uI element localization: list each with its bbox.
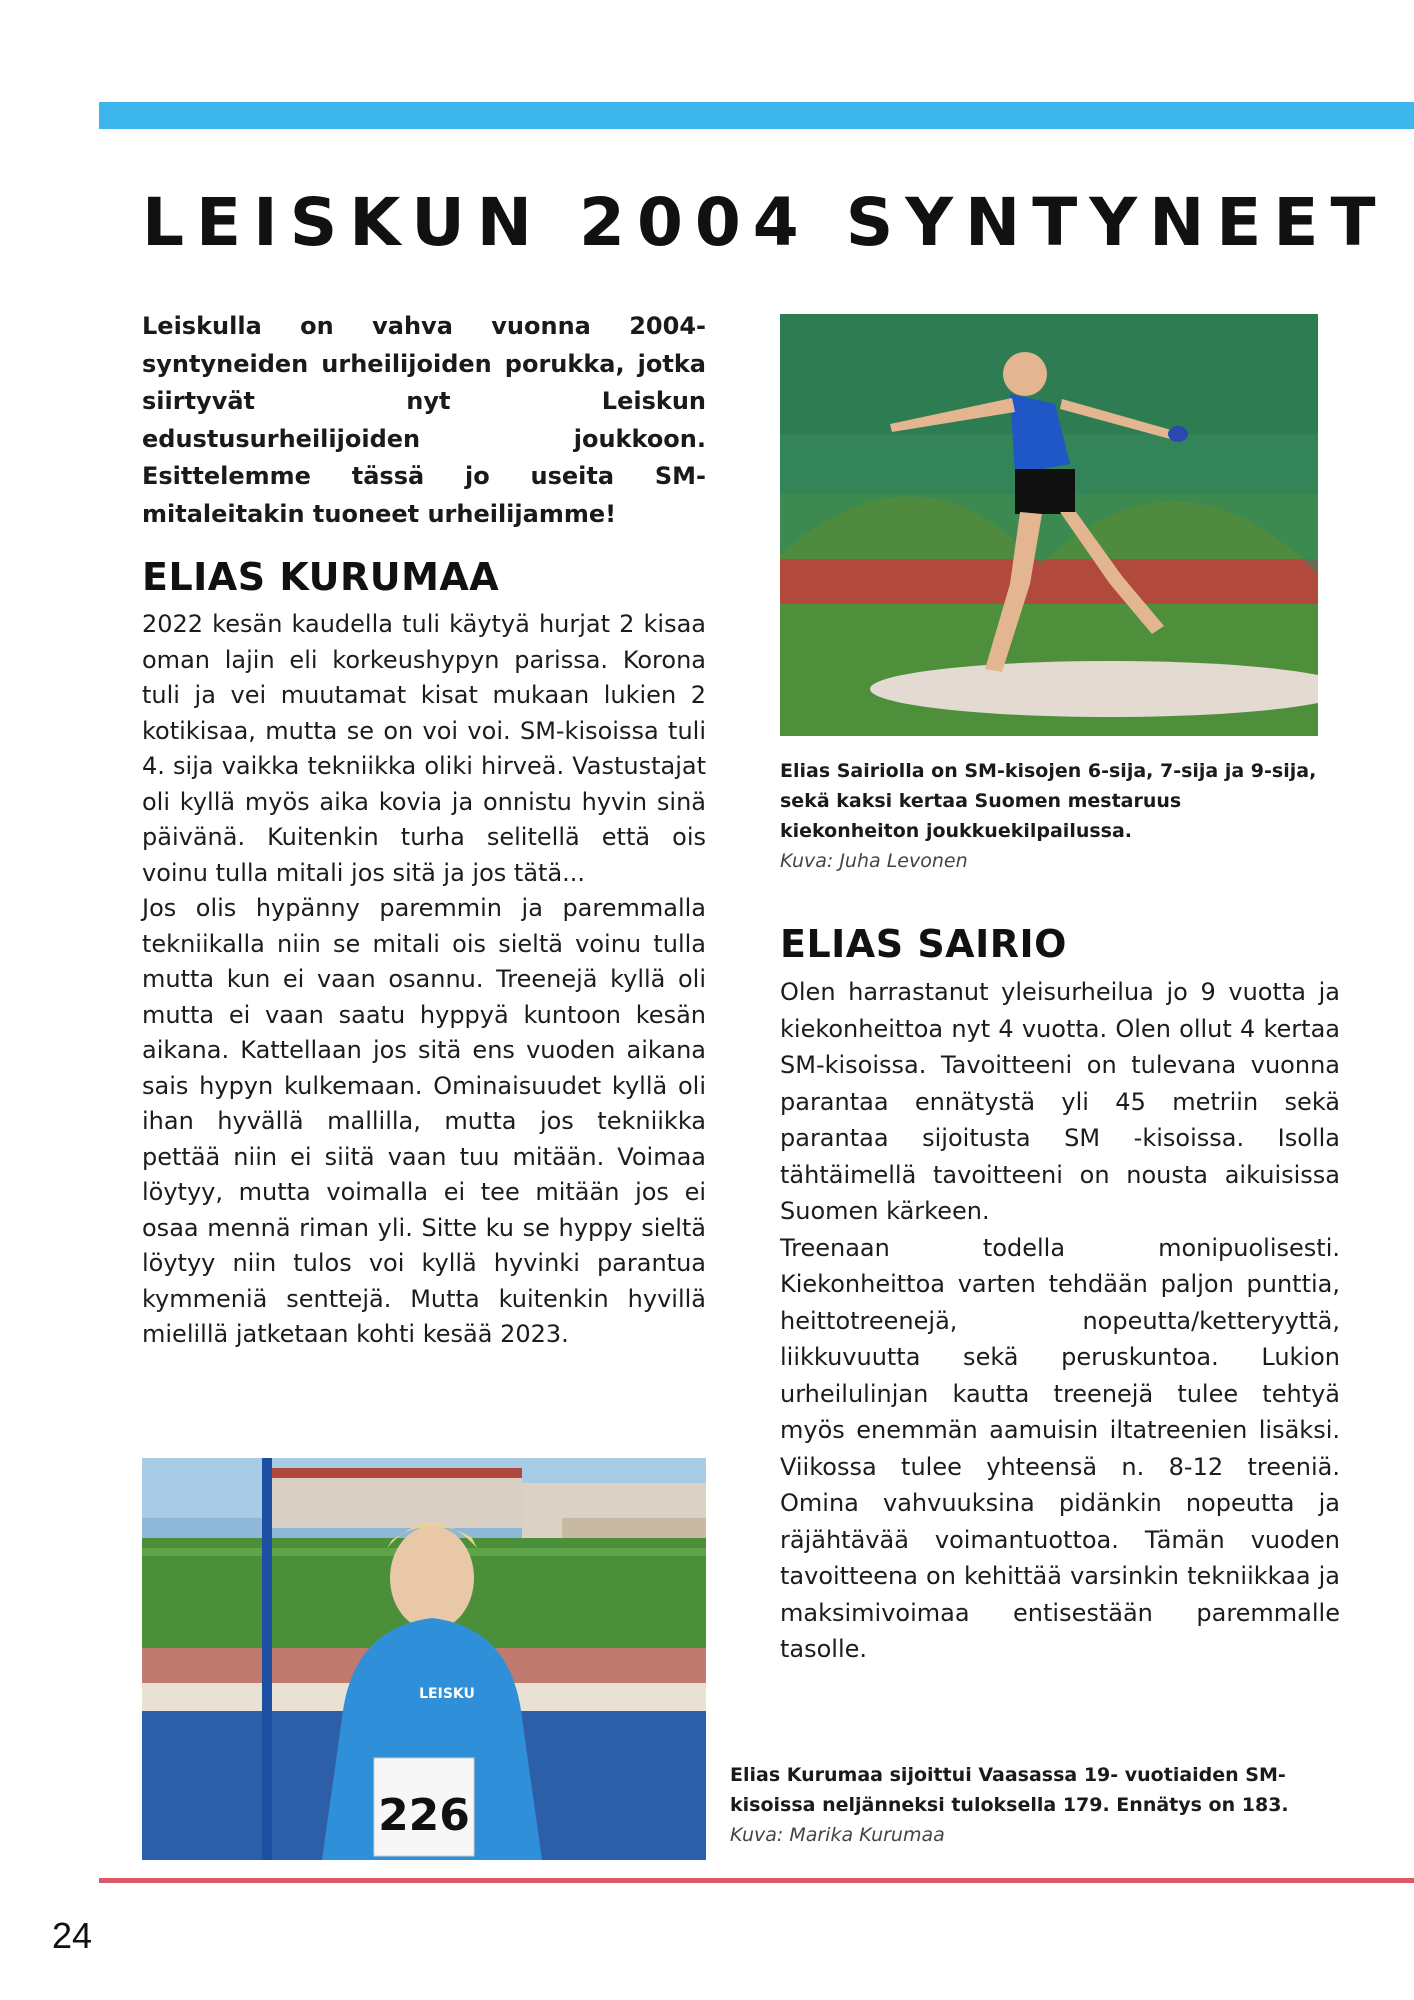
caption-sairio-credit: Kuva: Juha Levonen: [780, 850, 968, 872]
photo-elias-kurumaa: [142, 1458, 706, 1860]
heading-elias-kurumaa: ELIAS KURUMAA: [142, 555, 500, 599]
left-column: [142, 308, 706, 1353]
article-elias-kurumaa: 2022 kesän kaudella tuli käytyä hurjat 2 kisaa oman lajin eli korkeushypyn parissa. Korona tuli ja vei muutamat kisat mukaan lukien 2 kotikisaa, mutta se on voi voi. SM-kisoissa tuli 4. sija vaikka tekniikka oliki hirveä. Vastustajat oli kyllä myös aika kovia ja onnistu hyvin sinä päivänä. Kuitenkin turha selitellä että ois voinu tulla mitali jos sitä ja jos tätä... Jos olis hypänny paremmin ja paremmalla tekniikalla niin se mitali ois sieltä voinu tulla mutta kun ei vaan osannu. Treenejä kyllä oli mutta ei vaan saatu hyppyä kuntoon kesän aikana. Kattellaan jos sitä ens vuoden aikana sais hypyn kulkemaan. Ominaisuudet kyllä oli ihan hyvällä mallilla, mutta jos tekniikka pettää niin ei siitä vaan tuu mitään. Voimaa löytyy, mutta voimalla ei tee mitään jos ei osaa mennä riman yli. Sitte ku se hyppy sieltä löytyy niin tulos voi kyllä hyvinki parantua kymmeniä senttejä. Mutta kuitenkin hyvillä mielillä jatketaan kohti kesää 2023.: [142, 610, 706, 1348]
right-column: [780, 922, 1340, 1668]
caption-kurumaa-text: Elias Kurumaa sijoittui Vaasassa 19- vuotiaiden SM-kisoissa neljänneksi tuloksella 179. Ennätys on 183.: [730, 1764, 1289, 1816]
heading-elias-sairio: ELIAS SAIRIO: [780, 922, 1067, 966]
photo-elias-sairio: [780, 314, 1318, 736]
shirt-logo-text: LEISKU: [419, 1686, 475, 1702]
top-accent-bar: [99, 102, 1414, 129]
page-number: 24: [52, 1915, 93, 1956]
caption-elias-sairio: [780, 756, 1320, 876]
caption-kurumaa-credit: Kuva: Marika Kurumaa: [730, 1824, 945, 1846]
intro-paragraph: Leiskulla on vahva vuonna 2004-syntyneiden urheilijoiden porukka, jotka siirtyvät nyt Leiskun edustusurheilijoiden joukkoon. Esittelemme tässä jo useita SM-mitaleitakin tuoneet urheilijamme!: [142, 312, 706, 528]
page-title: LEISKUN 2004 SYNTYNEET: [142, 184, 1388, 261]
article-elias-sairio: Olen harrastanut yleisurheilua jo 9 vuotta ja kiekonheittoa nyt 4 vuotta. Olen ollut 4 kertaa SM-kisoissa. Tavoitteeni on tulevana vuonna parantaa ennätystä yli 45 metriin sekä parantaa sijoitusta SM -kisoissa. Isolla tähtäimellä tavoitteeni on nousta aikuisissa Suomen kärkeen. Treenaan todella monipuolisesti. Kiekonheittoa varten tehdään paljon punttia, heittotreenejä, nopeutta/ketteryyttä, liikkuvuutta sekä peruskuntoa. Lukion urheilulinjan kautta treenejä tulee tehtyä myös enemmän aamuisin iltatreenien lisäksi. Viikossa tulee yhteensä n. 8-12 treeniä. Omina vahvuuksina pidänkin nopeutta ja räjähtävää voimantuottoa. Tämän vuoden tavoitteena on kehittää varsinkin tekniikkaa ja maksimivoimaa entisestään paremmalle tasolle.: [780, 978, 1340, 1663]
bottom-accent-rule: [99, 1878, 1414, 1883]
bib-number: 226: [378, 1790, 470, 1841]
caption-elias-kurumaa: [730, 1760, 1290, 1850]
caption-sairio-text: Elias Sairiolla on SM-kisojen 6-sija, 7-sija ja 9-sija, sekä kaksi kertaa Suomen mestaruus kiekonheiton joukkuekilpailussa.: [780, 760, 1317, 842]
